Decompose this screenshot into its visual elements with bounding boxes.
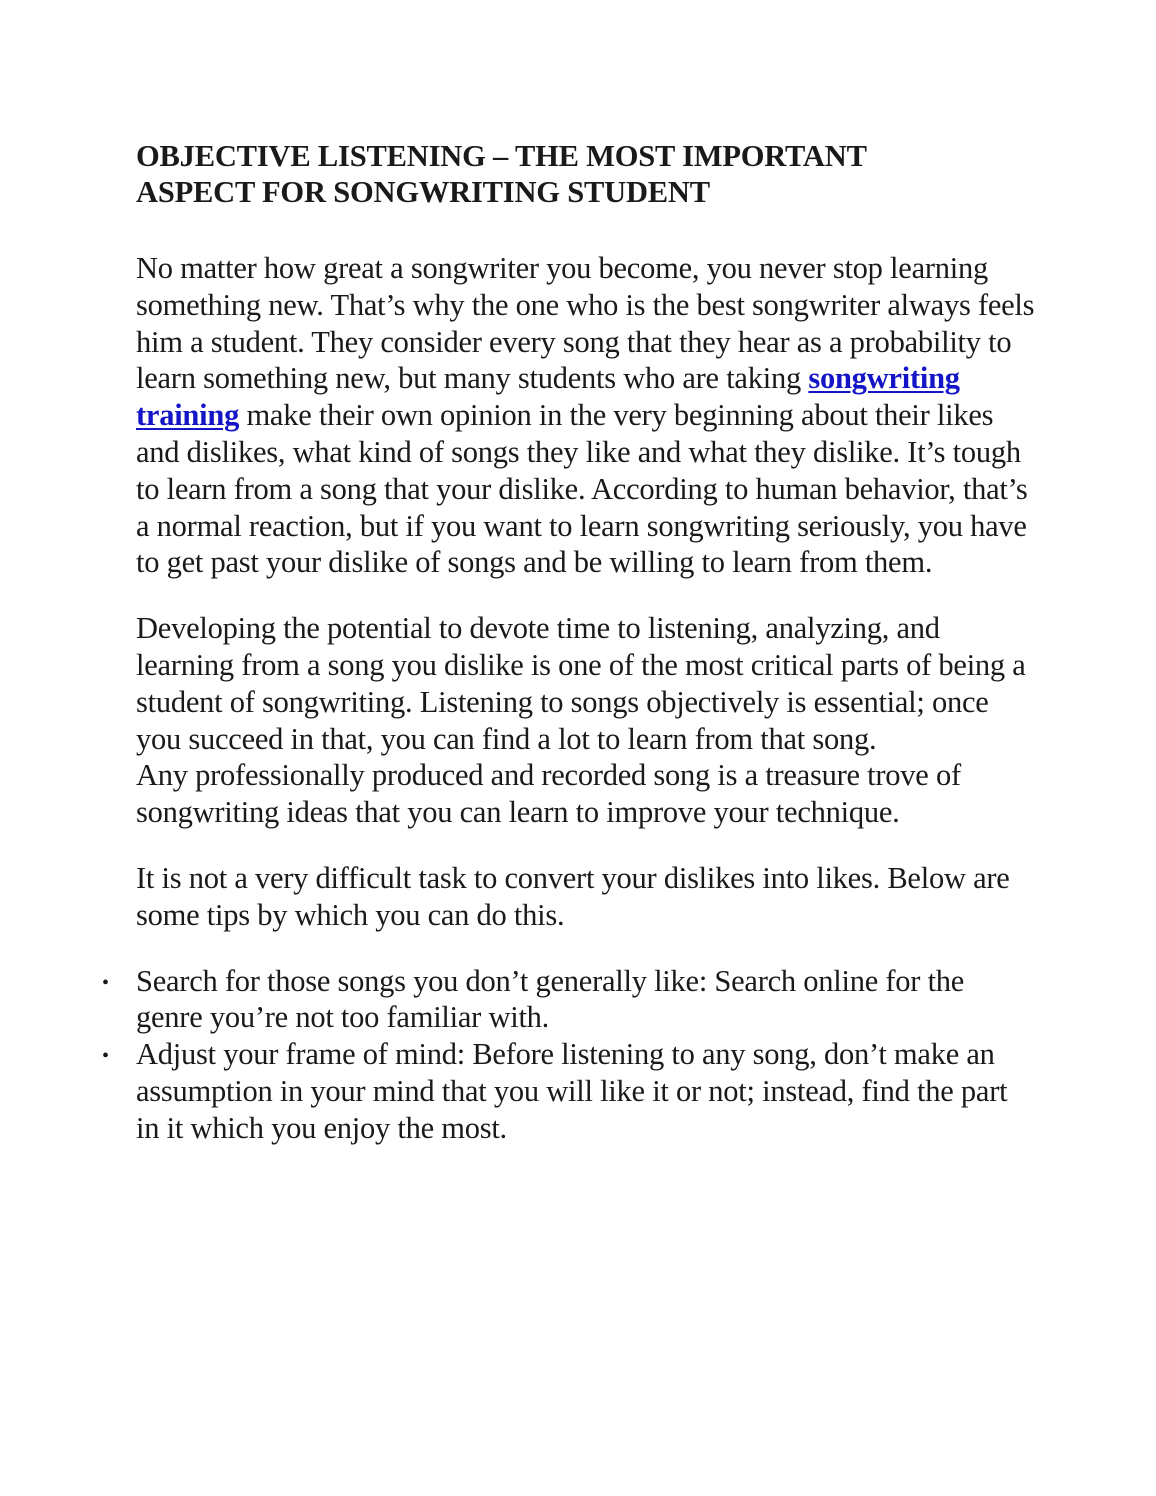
tips-intro-paragraph: It is not a very difficult task to convert your dislikes into likes. Below are some tips by which you can do this. — [136, 860, 1010, 932]
bullet-icon: • — [102, 1045, 109, 1068]
list-item — [102, 1036, 1036, 1146]
intro-text-after-link: make their own opinion in the very beginning about their likes and dislikes, what kind of songs they like and what they dislike. It’s tough to learn from a song that your dislike. According to human behavior, that’s a normal reaction, but if you want to learn songwriting seriously, you have to get past your dislike of songs and be willing to learn from them. — [136, 398, 1028, 580]
document-title — [136, 138, 1036, 210]
tip-text: Adjust your frame of mind: Before listening to any song, don’t make an assumption in your mind that you will like it or not; instead, find the part in it which you enjoy the most. — [136, 1037, 1008, 1145]
songwriting-training-link[interactable]: songwriting training — [136, 361, 960, 433]
intro-paragraph — [136, 250, 1036, 581]
intro-text-before-link: No matter how great a songwriter you become, you never stop learning something new. That’s why the one who is the best songwriter always feels him a student. They consider every song that they hear as a probability to learn something new, but many students who are taking — [136, 251, 1035, 396]
bullet-icon: • — [102, 971, 109, 994]
tips-list — [102, 963, 1036, 1147]
title-line-2: ASPECT FOR SONGWRITING STUDENT — [136, 175, 710, 209]
list-item — [102, 963, 1036, 1037]
tip-text: Search for those songs you don’t generally like: Search online for the genre you’re not too familiar with. — [136, 963, 965, 1035]
document-body — [102, 138, 1036, 1147]
developing-paragraph: Developing the potential to devote time to listening, analyzing, and learning from a song you dislike is one of the most critical parts of being a student of songwriting. Listening to songs objectively is essential; once you succeed in that, you can find a lot to learn from that song. — [136, 611, 1026, 756]
treasure-trove-paragraph: Any professionally produced and recorded song is a treasure trove of songwriting ideas that you can learn to improve your technique. — [136, 758, 961, 830]
title-line-1: OBJECTIVE LISTENING – THE MOST IMPORTANT — [136, 139, 867, 173]
